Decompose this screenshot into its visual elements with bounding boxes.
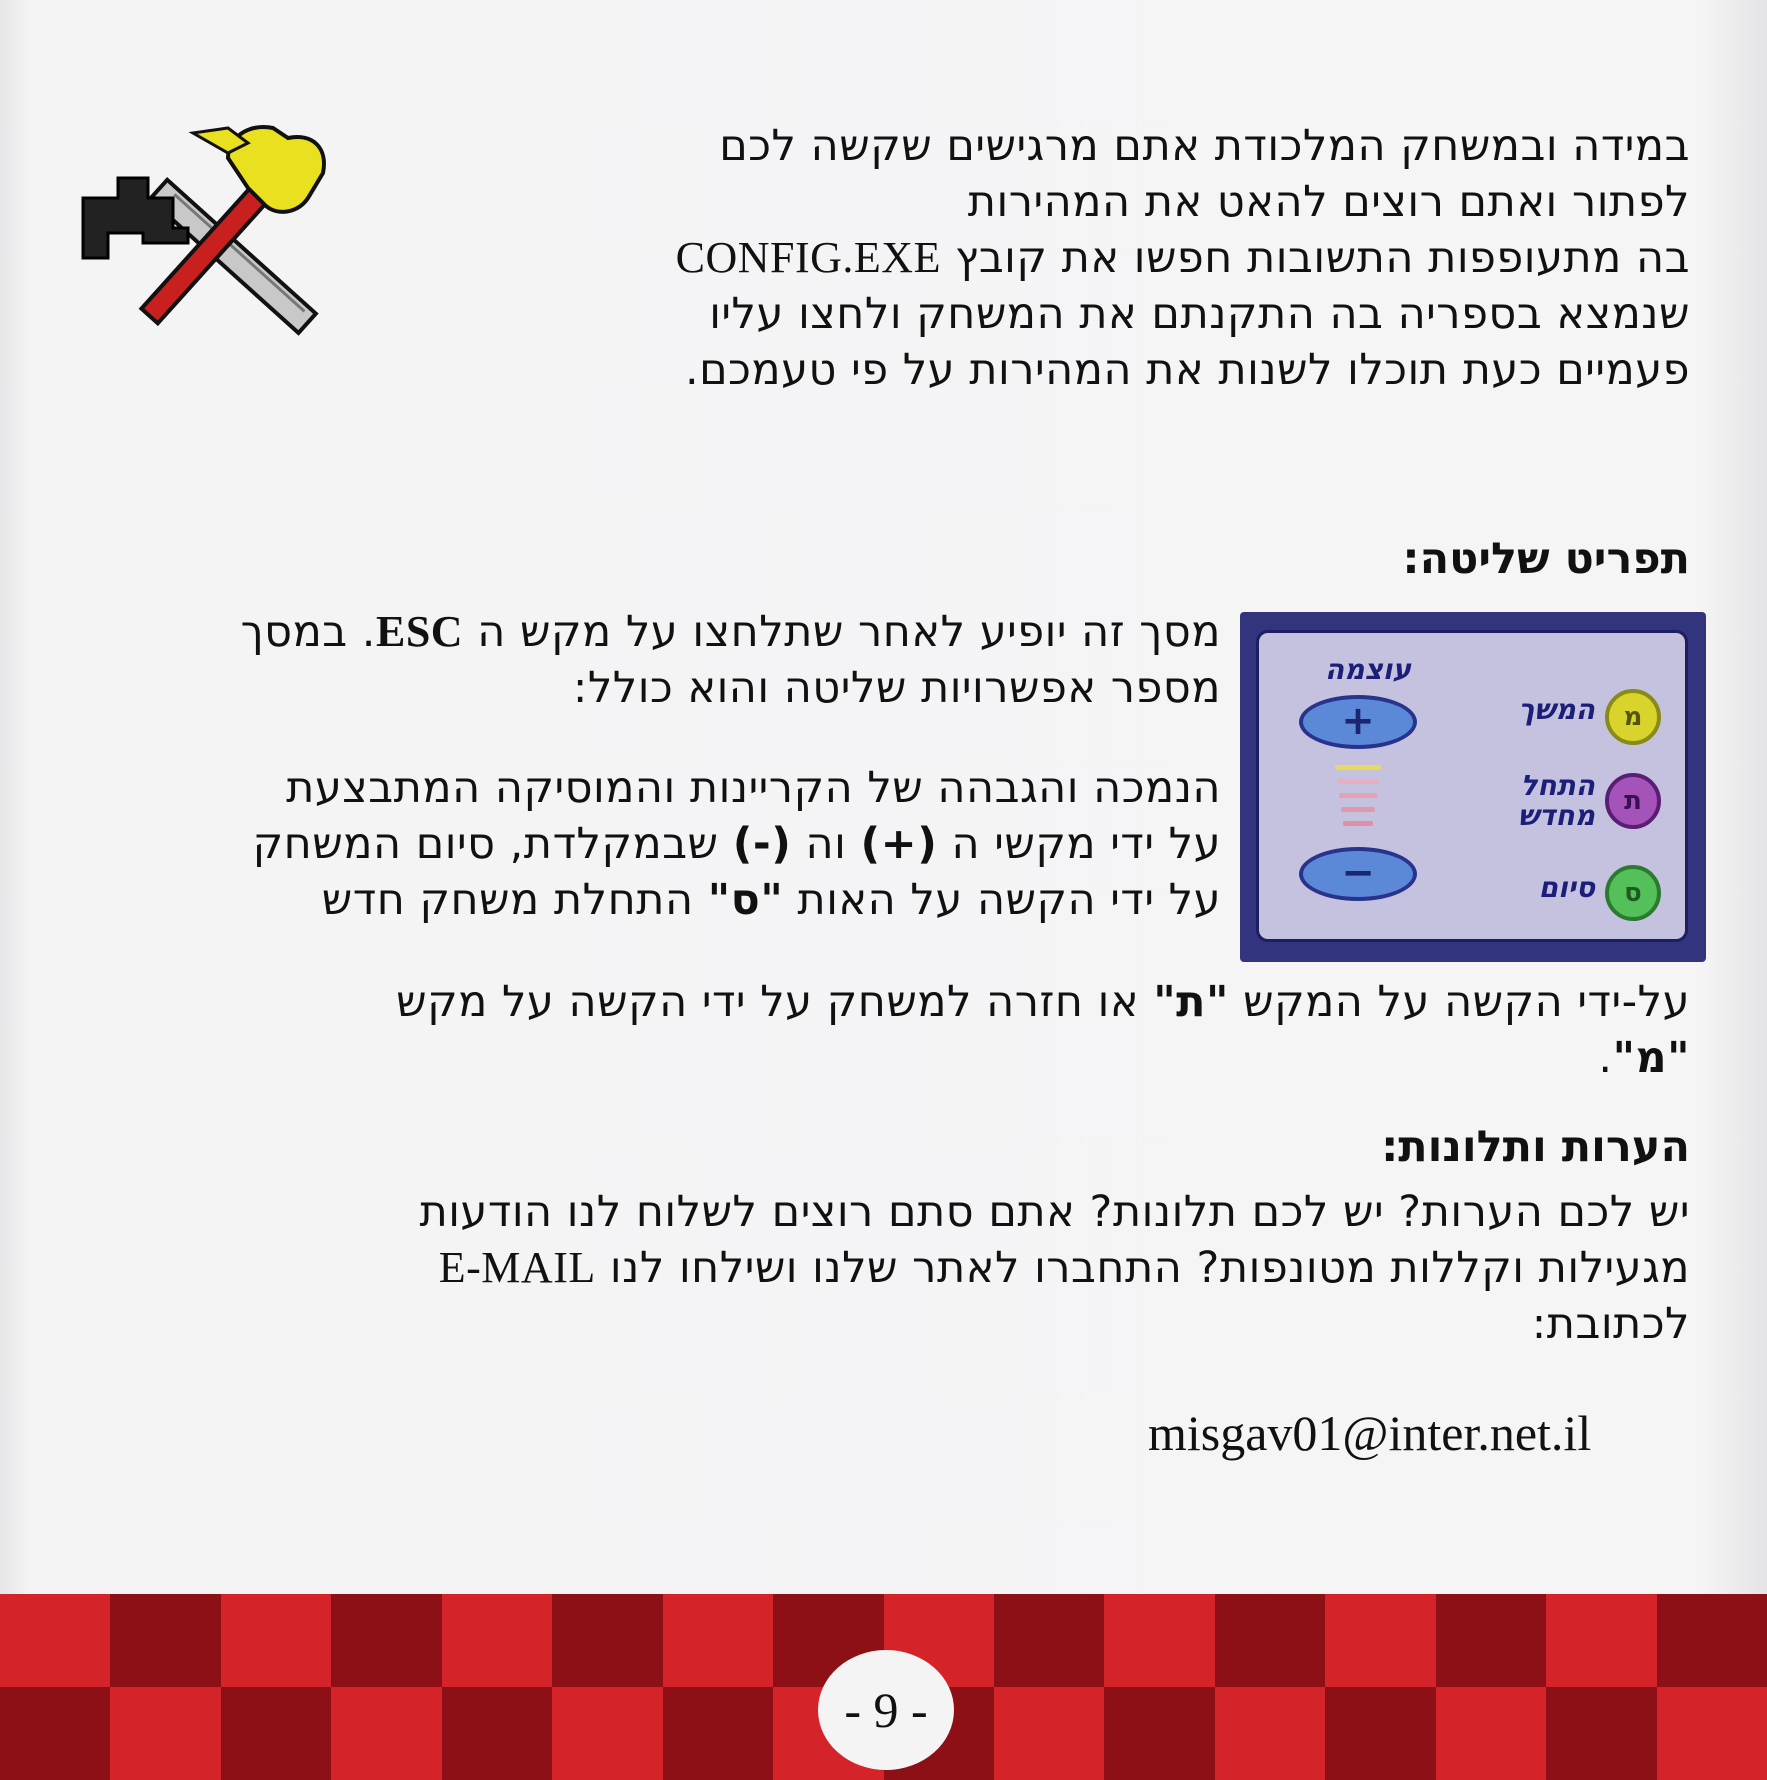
volume-level-bar (1337, 779, 1379, 784)
control-line (396, 1030, 1690, 1086)
page-number: - 9 - (818, 1650, 954, 1770)
contact-email[interactable]: misgav01@inter.net.il (1148, 1405, 1592, 1461)
feedback-line: יש לכם הערות? יש לכם תלונות? אתם סתם רוצים לשלוח לנו הודעות (419, 1187, 1690, 1237)
intro-line: במידה ובמשחק המלכודת אתם מרגישים שקשה לכם (719, 121, 1690, 171)
wrench-hammer-icon (78, 118, 358, 368)
feedback-text: מגעילות וקללות מטונפות? התחברו לאתר שלנו ושילחו לנו (609, 1243, 1690, 1293)
control-text: התחלת משחק חדש (321, 875, 708, 925)
volume-level-bar (1343, 821, 1373, 826)
panel-volume-label: עוצמה (1324, 653, 1411, 686)
plus-key: (+) (860, 819, 938, 869)
feedback-heading: הערות ותלונות: (1381, 1122, 1690, 1172)
panel-end-label: סיום (1538, 871, 1595, 904)
intro-line: פעמיים כעת תוכלו לשנות את המהירות על פי טעמכם. (684, 345, 1690, 395)
control-line (396, 974, 1690, 1030)
control-text: וה (791, 819, 861, 869)
restart-button: ת (1605, 773, 1661, 829)
control-text: . (1598, 1033, 1613, 1083)
control-menu-heading: תפריט שליטה: (1402, 534, 1690, 584)
intro-paragraph (676, 118, 1690, 398)
control-text: . במסך (240, 607, 376, 657)
control-text: מסך זה יופיע לאחר שתלחצו על מקש ה (477, 607, 1221, 657)
config-filename: CONFIG.EXE (675, 233, 941, 282)
control-text: או חזרה למשחק על ידי הקשה על מקש (396, 977, 1154, 1027)
tav-key: "ת" (1153, 977, 1229, 1027)
end-button: ס (1605, 865, 1661, 921)
intro-text: בה מתעופפות התשובות חפשו את קובץ (955, 233, 1690, 283)
control-panel-inner (1256, 630, 1688, 942)
panel-restart-label: התחל מחדש (1518, 769, 1595, 832)
volume-level-bar (1335, 765, 1381, 770)
volume-level-bar (1339, 793, 1377, 798)
control-panel-image (1240, 612, 1706, 962)
volume-level-bar (1341, 807, 1375, 812)
panel-continue-label: המשך (1518, 693, 1595, 726)
intro-line: שנמצא בספריה בה התקנתם את המשחק ולחצו עליו (709, 289, 1690, 339)
control-line (253, 872, 1221, 928)
control-text: על ידי מקשי ה (951, 819, 1221, 869)
volume-down-button: − (1299, 847, 1417, 901)
control-text: על-ידי הקשה על המקש (1228, 977, 1690, 1027)
control-line: מספר אפשרויות שליטה והוא כולל: (572, 663, 1221, 713)
control-menu-paragraph-full (396, 974, 1690, 1086)
intro-line: לפתור ואתם רוצים להאט את המהירות (967, 177, 1690, 227)
control-text: שבמקלדת, סיום המשחק (252, 819, 733, 869)
control-line: הנמכה והגבהה של הקריינות והמוסיקה המתבצעת (286, 763, 1221, 813)
control-line (81, 604, 1221, 660)
minus-key: (-) (732, 819, 792, 869)
intro-line (676, 230, 1690, 286)
control-menu-paragraph (81, 604, 1221, 716)
mem-key: "מ" (1612, 1033, 1690, 1083)
email-label: E-MAIL (438, 1243, 596, 1292)
samekh-key: "ס" (707, 875, 784, 925)
feedback-paragraph (419, 1184, 1690, 1352)
feedback-line (419, 1240, 1690, 1296)
control-line (253, 816, 1221, 872)
continue-button: מ (1605, 689, 1661, 745)
control-text: על ידי הקשה על האות (783, 875, 1221, 925)
esc-key: ESC (375, 607, 464, 656)
feedback-line: לכתובת: (1531, 1299, 1690, 1349)
volume-up-button: + (1299, 695, 1417, 749)
control-menu-paragraph-wide (253, 760, 1221, 928)
